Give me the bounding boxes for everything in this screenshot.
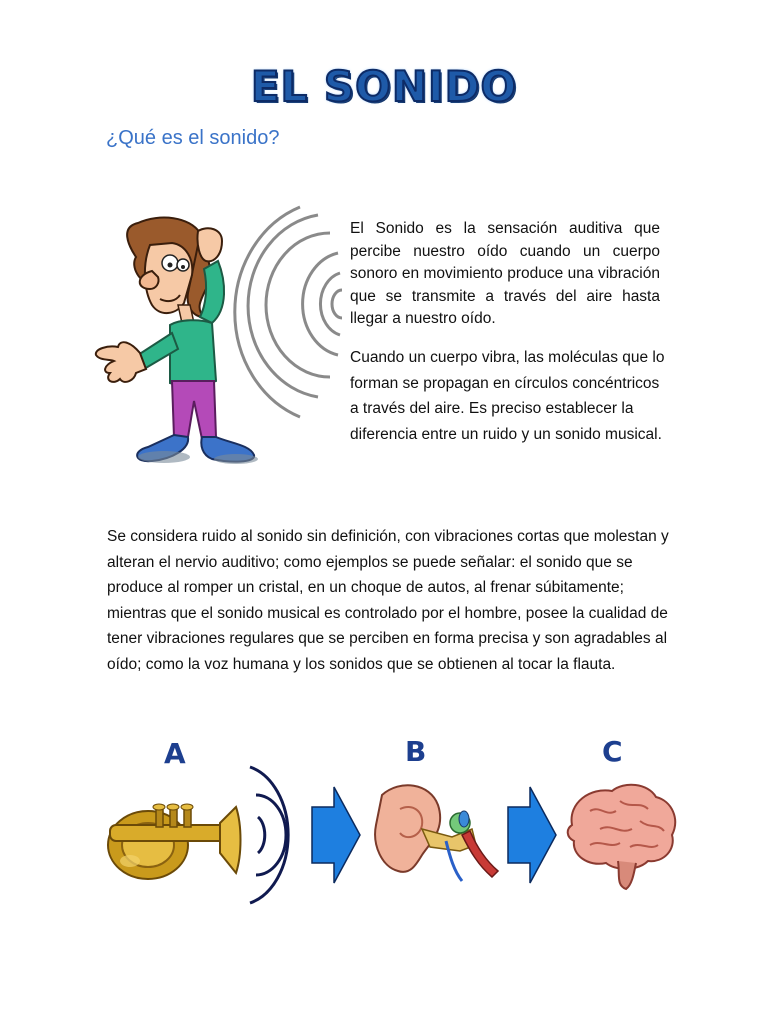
label-b: B (405, 735, 427, 768)
arrow-right-icon (312, 787, 360, 883)
arrow-right-icon (508, 787, 556, 883)
brain-icon (568, 785, 675, 889)
ear-anatomy-icon (375, 785, 498, 881)
listening-man-illustration (90, 205, 352, 475)
title-wrap (0, 62, 768, 111)
noise-vs-music-paragraph: Se considera ruido al sonido sin definición, con vibraciones cortas que molestan y alteran el nervio auditivo; como ejemplos se puede señalar: el sonido que se produce al romper un cristal, en un choque de autos, al frenar súbitamente; mientras que el sonido musical es controlado por el hombre, posee la cualidad de tener vibraciones regulares que se perciben en forma precisa y son agradables al oído; como la voz humana y los sonidos que se obtienen al tocar la flauta. (107, 528, 669, 673)
definition-paragraph: El Sonido es la sensación auditiva que percibe nuestro oído cuando un cuerpo sonoro en movimiento produce una vibración que se transmite a través del aire hasta llegar a nuestro oído. (350, 220, 660, 327)
section-subtitle: ¿Qué es el sonido? (106, 127, 280, 149)
trumpet-icon (108, 804, 241, 879)
label-c: C (602, 735, 623, 768)
vibration-paragraph: Cuando un cuerpo vibra, las moléculas que lo forman se propagan en círculos concéntricos a través del aire. Es preciso establecer la diferencia entre un ruido y un sonido musical. (350, 349, 665, 443)
diagram-graphics (100, 725, 680, 905)
sound-waves-icon (235, 207, 342, 417)
page-title: EL SONIDO (250, 62, 518, 111)
label-a: A (164, 737, 186, 770)
sound-waves-icon (250, 767, 288, 903)
sound-path-diagram (100, 725, 680, 905)
